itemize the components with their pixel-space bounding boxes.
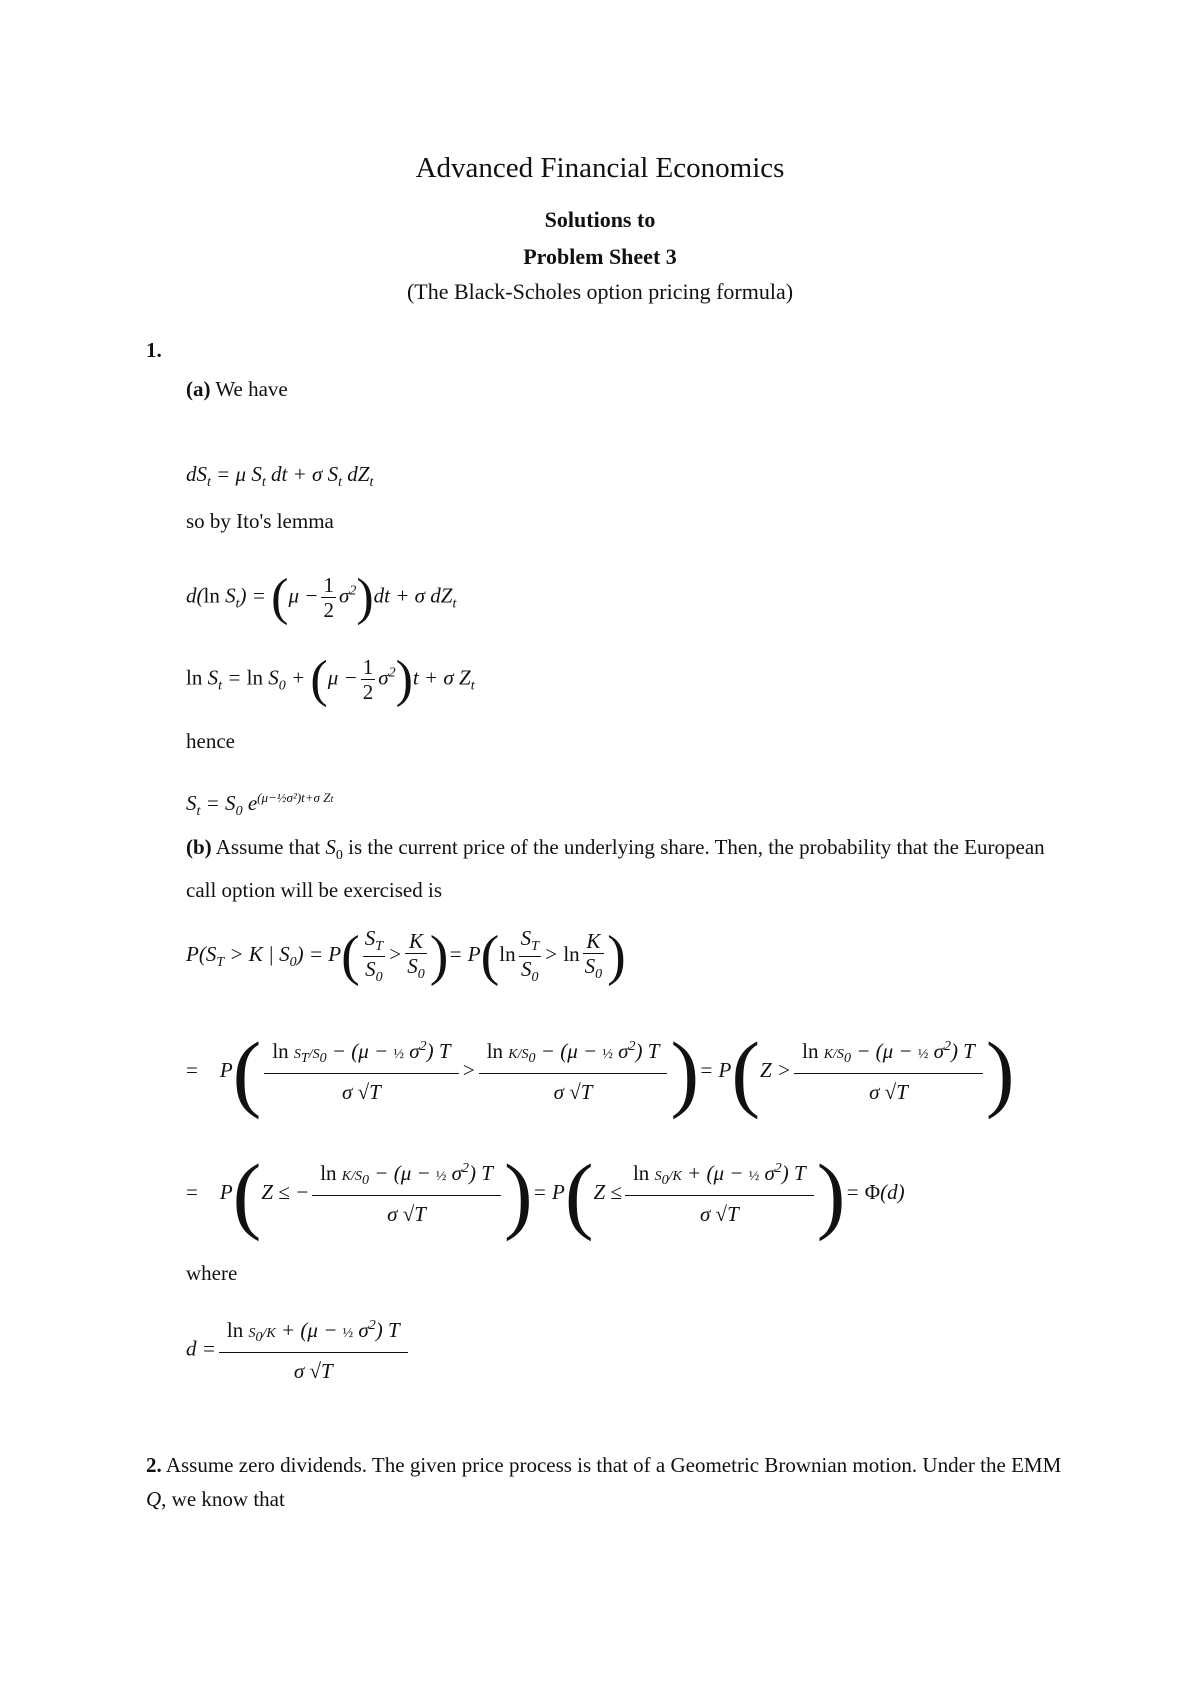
text-hence: hence: [186, 729, 235, 753]
document-title: Advanced Financial Economics: [415, 152, 785, 184]
subtitle-problem-sheet: Problem Sheet 3: [523, 244, 677, 269]
part-b-text-1: Assume that: [211, 835, 326, 859]
equation-phi-d: = P(Z ≤ − $\frac{\ln K/S_0 - (\mu - \frac{1}{2} \sigma^2) T}{\sigma √T}$ )= P(Z ≤ $\frac{\ln S_0/K + (\mu - \frac{1}{2} \sigma^2) T}{\sigma √T}$ )= Φ(d): [186, 1146, 905, 1242]
part-a-label: (a): [186, 377, 211, 401]
text-ito-lemma: so by Ito's lemma: [186, 509, 334, 533]
part-a-intro: [186, 372, 288, 406]
equation-sde: $dS_t = \mu$ $S_t$ dt + σ $S_t$ $dZ_t$: [186, 462, 374, 491]
question-1-number: 1.: [146, 338, 162, 362]
text-where: where: [186, 1261, 238, 1285]
part-b-paragraph: (b) Assume that $S_0$ is the current price of the underlying share. Then, the probability that the European call option will be exercised is: [186, 835, 1045, 903]
question-2-number: 2.: [146, 1453, 162, 1477]
subtitle-solutions: Solutions to: [544, 207, 656, 232]
equation-dlog: d(ln $S_t) = (\mu$ − $\frac{1}{2}$ $\sigma^2)dt + \sigma$ $dZ_t$: [186, 569, 457, 626]
part-b-text-2: is the current price of the underlying share. Then, the probability that the European call option will be exercised is: [186, 835, 1045, 903]
part-a-text: We have: [210, 377, 288, 401]
equation-exercise-probability: $P(S_T > K$ | $S_0) = P$( $\frac{S_T}{S_0}$ > $\frac{K}{S_0}$ )= P(ln $\frac{S_T}{S_0}$ > ln $\frac{K}{S_0}$ ): [186, 925, 626, 987]
question-2-text-2: , we know that: [161, 1487, 285, 1511]
subtitle-topic: (The Black-Scholes option pricing formula): [406, 279, 794, 304]
equation-d-definition: d = $\frac{\ln S_0/K + (\mu - \frac{1}{2} \sigma^2) T}{\sigma √T}$: [186, 1318, 411, 1383]
equation-standardized: = P( $\frac{\ln S_T/S_0 - (\mu - \frac{1}{2} \sigma^2) T}{\sigma √T}$ > $\frac{\ln K/S_0 - (\mu - \frac{1}{2} \sigma^2) T}{\sigma √T}$ )= P(Z > $\frac{\ln K/S_0 - (\mu - \frac{1}{2} \sigma^2) T}{\sigma √T}$ ): [186, 1024, 1015, 1120]
equation-log-price: $\ln S_t = \ln S_0 + (\mu$ − $\frac{1}{2}$ $\sigma^2)t + \sigma$ $Z_t$: [186, 651, 475, 708]
question-2-paragraph: 2. Assume zero dividends. The given price process is that of a Geometric Brownian motion. Under the EMM Q, we know that: [146, 1453, 1062, 1511]
part-b-label: (b): [186, 835, 212, 859]
equation-price-solution: $S_t = S_0$ $e^{(\mu-\frac{1}{2}\sigma^2)t+\sigma Zt}$: [186, 790, 334, 820]
question-2-text-1: Assume zero dividends. The given price process is that of a Geometric Brownian motion. Under the EMM: [161, 1453, 1062, 1477]
